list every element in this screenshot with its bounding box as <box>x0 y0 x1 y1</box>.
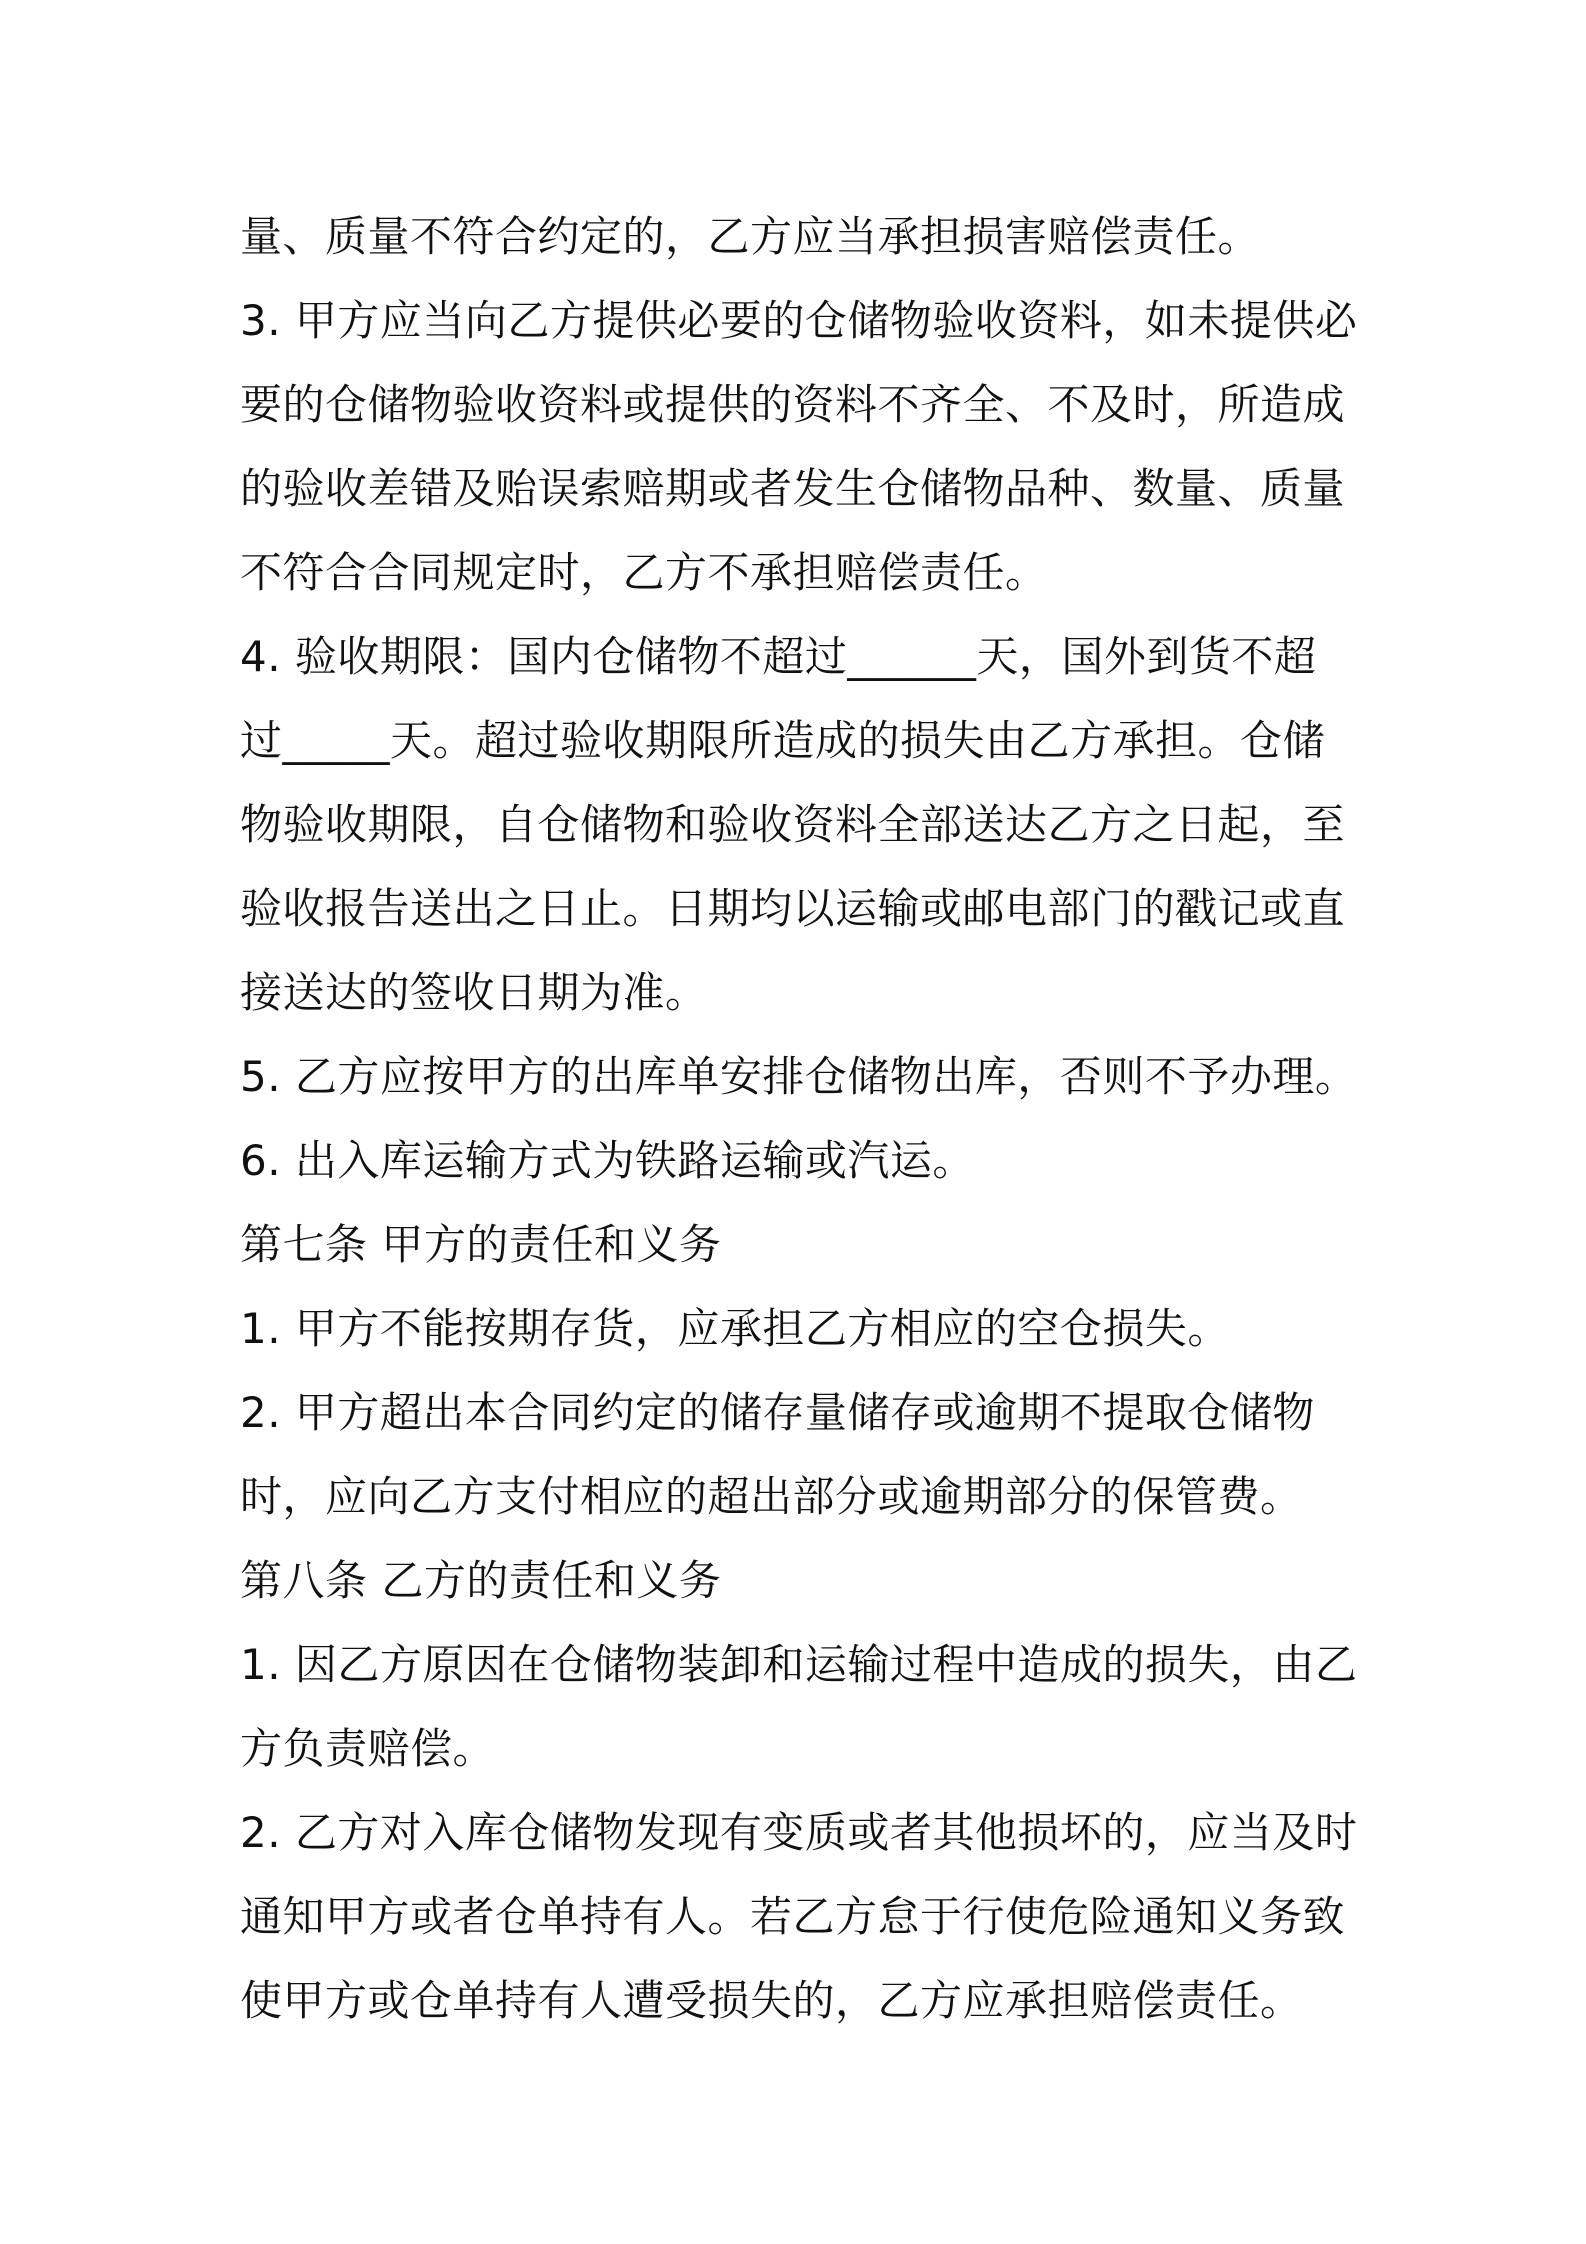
text-line: 验收报告送出之日止。日期均以运输或邮电部门的戳记或直 <box>240 884 1346 933</box>
text-line: 2. 甲方超出本合同约定的储存量储存或逾期不提取仓储物 <box>240 1388 1315 1437</box>
text-line: 1. 甲方不能按期存货，应承担乙方相应的空仓损失。 <box>240 1304 1230 1353</box>
text-line: 接送达的签收日期为准。 <box>240 968 708 1017</box>
section-heading: 第七条 甲方的责任和义务 <box>240 1220 722 1269</box>
text-line: 物验收期限，自仓储物和验收资料全部送达乙方之日起，至 <box>240 800 1346 849</box>
text-line: 方负责赔偿。 <box>240 1724 496 1773</box>
text-line: 的验收差错及贻误索赔期或者发生仓储物品种、数量、质量 <box>240 464 1346 513</box>
text-line: 通知甲方或者仓单持有人。若乙方怠于行使危险通知义务致 <box>240 1892 1346 1941</box>
text-line: 5. 乙方应按甲方的出库单安排仓储物出库，否则不予办理。 <box>240 1052 1358 1101</box>
text-line: 2. 乙方对入库仓储物发现有变质或者其他损坏的，应当及时 <box>240 1808 1358 1857</box>
text-line: 4. 验收期限：国内仓储物不超过______天，国外到货不超 <box>240 632 1317 681</box>
text-line: 时，应向乙方支付相应的超出部分或逾期部分的保管费。 <box>240 1472 1303 1521</box>
text-line: 量、质量不符合约定的，乙方应当承担损害赔偿责任。 <box>240 212 1261 261</box>
document-body <box>240 195 1360 2043</box>
text-line: 过_____天。超过验收期限所造成的损失由乙方承担。仓储 <box>240 716 1326 765</box>
text-line: 要的仓储物验收资料或提供的资料不齐全、不及时，所造成 <box>240 380 1346 429</box>
text-line: 不符合合同规定时，乙方不承担赔偿责任。 <box>240 548 1048 597</box>
section-heading: 第八条 乙方的责任和义务 <box>240 1556 722 1605</box>
text-line: 6. 出入库运输方式为铁路运输或汽运。 <box>240 1136 975 1185</box>
text-line: 使甲方或仓单持有人遭受损失的，乙方应承担赔偿责任。 <box>240 1976 1303 2025</box>
text-line: 1. 因乙方原因在仓储物装卸和运输过程中造成的损失，由乙 <box>240 1640 1358 1689</box>
text-line: 3. 甲方应当向乙方提供必要的仓储物验收资料，如未提供必 <box>240 296 1358 345</box>
